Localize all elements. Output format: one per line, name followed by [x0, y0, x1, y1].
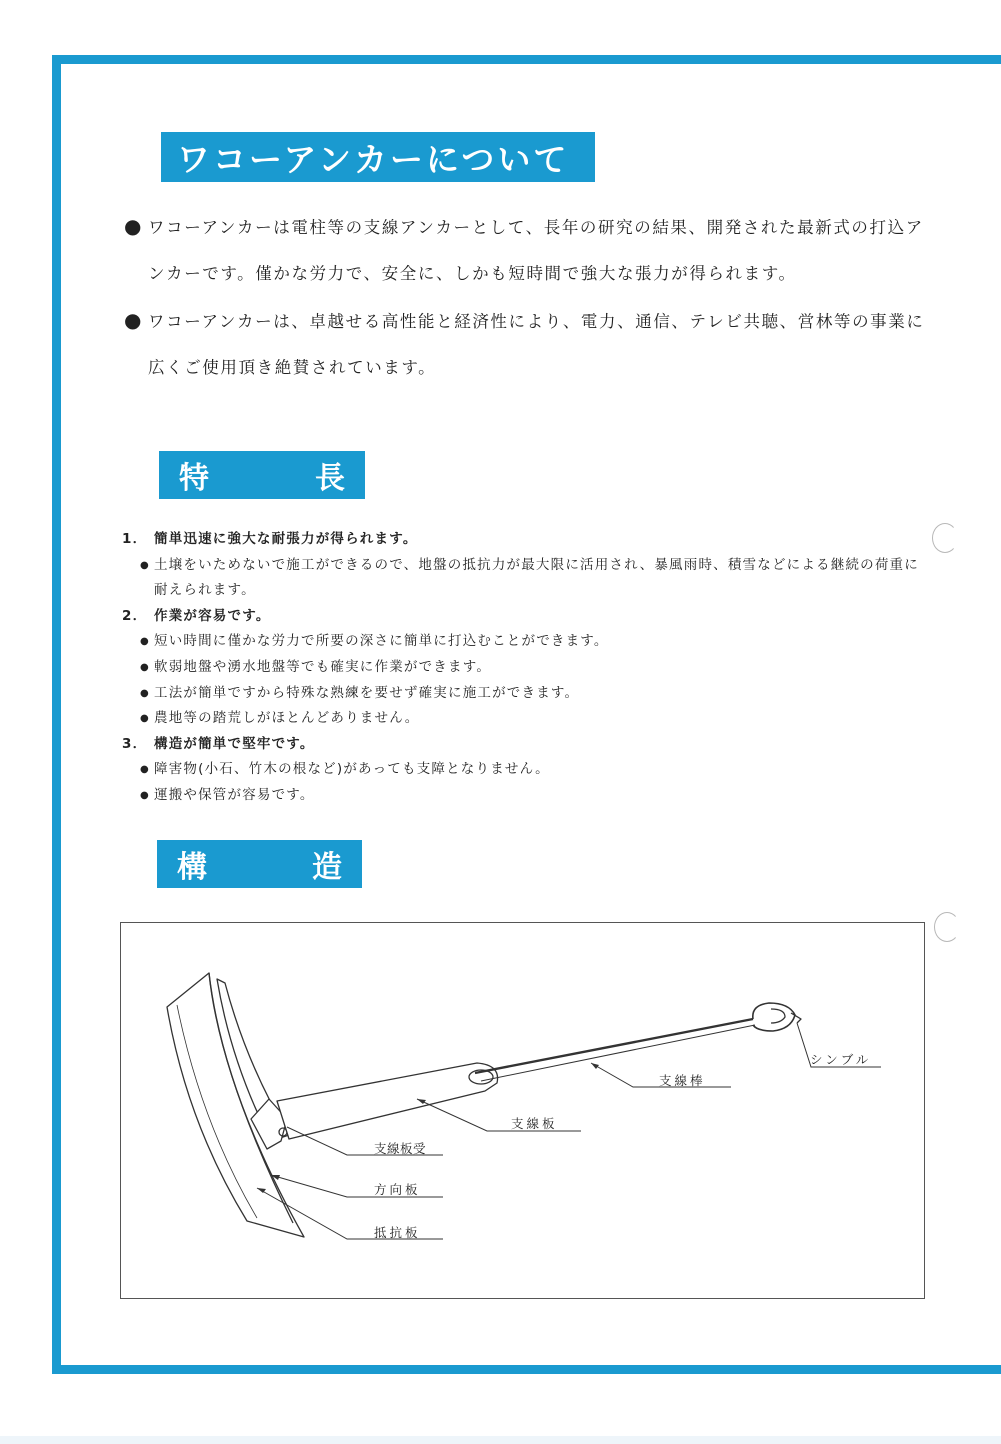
page-bottom-strip [0, 1436, 1001, 1444]
feature-3 [122, 732, 922, 809]
heading-structure [157, 840, 362, 888]
heading-about [161, 132, 595, 182]
list-item: ● 土壌をいためないで施工ができるので、地盤の抵抗力が最大限に活用され、暴風雨時、積雪などによる継続の荷重に耐えられます。 [140, 553, 922, 604]
list-item: ● 農地等の踏荒しがほとんどありません。 [140, 706, 922, 732]
thimble-inner [771, 1009, 785, 1023]
structure-diagram [120, 922, 925, 1299]
intro-section [124, 203, 934, 391]
guy-rod-line [475, 1019, 753, 1073]
list-item: ● 工法が簡単ですから特殊な熟練を要せず確実に施工ができます。 [140, 681, 922, 707]
feature-2 [122, 604, 922, 732]
feature-heading [122, 527, 922, 553]
label-guy-rod: 支線棒 [659, 1073, 706, 1088]
guy-rod-edge [481, 1025, 755, 1081]
intro-paragraph-1 [124, 203, 934, 297]
heading-features-left: 特 [179, 461, 209, 496]
feature-number: 2． [122, 607, 148, 624]
heading-structure-left: 構 [177, 850, 207, 885]
anchor-illustration [121, 923, 926, 1300]
intro-paragraph-2 [124, 297, 934, 391]
heading-about-text: ワコーアンカーについて [177, 139, 570, 179]
feature-title: 簡単迅速に強大な耐張力が得られます。 [154, 531, 418, 547]
label-guy-plate: 支線板 [511, 1116, 558, 1131]
guy-plate-shape [277, 1063, 498, 1139]
feature-heading [122, 732, 922, 758]
label-thimble: シンブル [810, 1052, 872, 1067]
label-guy-plate-receiver: 支線板受 [374, 1141, 427, 1156]
list-item: ● 運搬や保管が容易です。 [140, 783, 922, 809]
arrow-head [591, 1063, 599, 1069]
list-item: ● 軟弱地盤や湧水地盤等でも確実に作業ができます。 [140, 655, 922, 681]
intro-paragraph-1-text: ワコーアンカーは電柱等の支線アンカーとして、長年の研究の結果、開発された最新式の打込アンカーです。僅かな労力で、安全に、しかも短時間で強大な張力が得られます。 [148, 218, 924, 283]
feature-title: 作業が容易です。 [154, 607, 271, 624]
bullet-icon: ● [124, 214, 144, 238]
heading-structure-right: 造 [312, 850, 342, 885]
thimble-loop [753, 1003, 795, 1031]
feature-title: 構造が簡単で堅牢です。 [154, 735, 315, 752]
intro-paragraph-2-text: ワコーアンカーは、卓越せる高性能と経済性により、電力、通信、テレビ共聴、営林等の事業に広くご使用頂き絶賛されています。 [148, 312, 925, 377]
label-direction-plate: 方向板 [374, 1182, 421, 1197]
feature-number: 3． [122, 735, 148, 752]
label-resistance-plate: 抵抗板 [374, 1225, 421, 1240]
list-item: ● 短い時間に僅かな労力で所要の深さに簡単に打込むことができます。 [140, 629, 922, 655]
heading-features-right: 長 [315, 461, 345, 496]
bullet-icon: ● [124, 308, 144, 332]
binder-hole-icon [932, 523, 958, 553]
feature-number: 1． [122, 531, 148, 547]
feature-1 [122, 527, 922, 604]
list-item: ● 障害物(小石、竹木の根など)があっても支障となりません。 [140, 757, 922, 783]
features-list [122, 527, 922, 809]
binder-hole-icon [934, 912, 960, 942]
feature-heading [122, 604, 922, 630]
heading-features [159, 451, 365, 499]
